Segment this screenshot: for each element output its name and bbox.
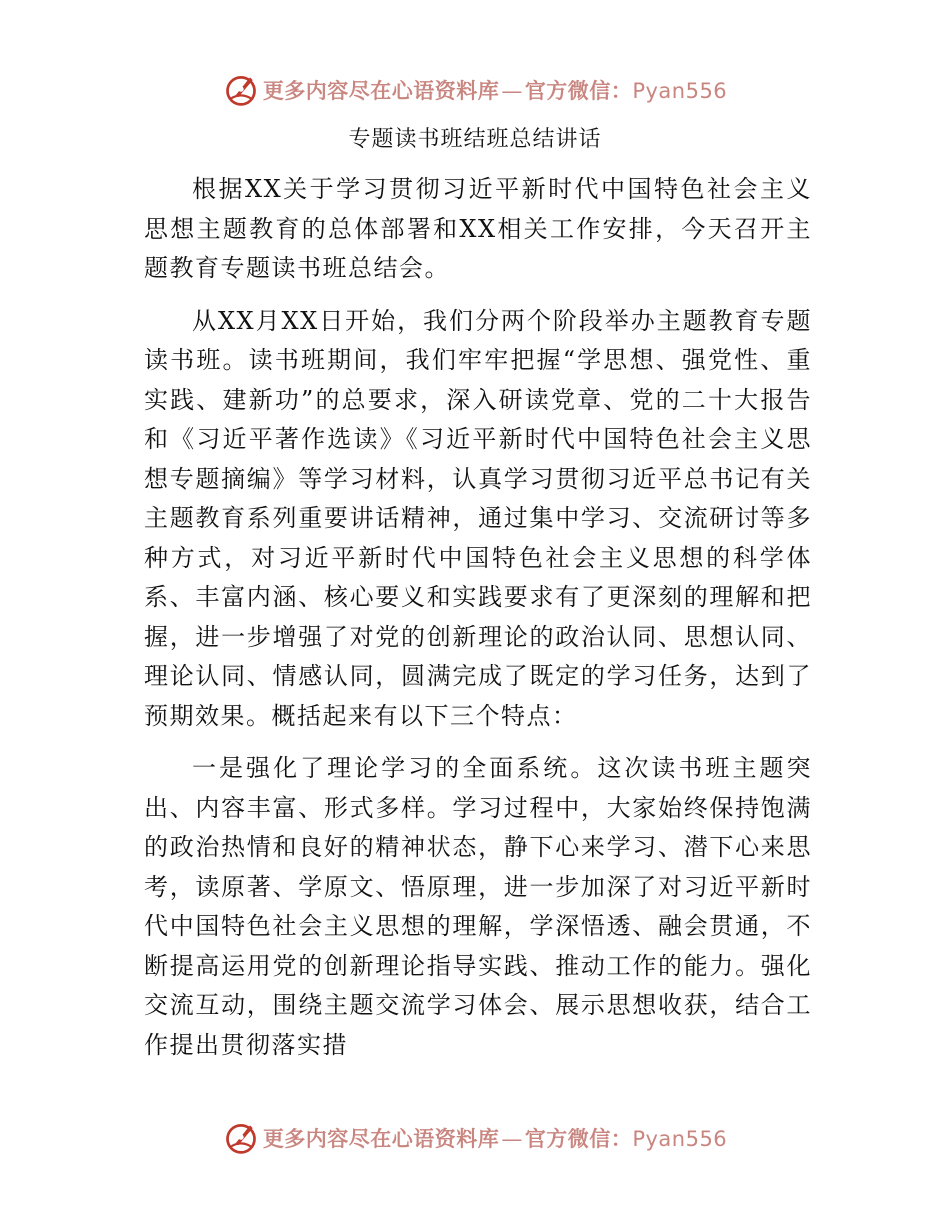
paragraph-intro: 根据XX关于学习贯彻习近平新时代中国特色社会主义思想主题教育的总体部署和XX相关工作安排，今天召开主题教育专题读书班总结会。 (144, 175, 812, 282)
header-wechat-id: Pyan556 (632, 79, 728, 103)
footer-brand-text: 更多内容尽在心语资料库 (262, 1127, 500, 1151)
document-title: 专题读书班结班总结讲话 (348, 127, 602, 152)
quill-book-logo-icon (223, 1120, 259, 1156)
paragraph-point-one: 一是强化了理论学习的全面系统。这次读书班主题突出、内容丰富、形式多样。学习过程中，大家始终保持饱满的政治热情和良好的精神状态，静下心来学习、潜下心来思考，读原著、学原文、悟原理，进一步加深了对习近平新时代中国特色社会主义思想的理解，学深悟透、融会贯通，不断提高运用党的创新理论指导实践、推动工作的能力。强化交流互动，围绕主题交流学习体会、展示思想收获，结合工作提出贯彻落实措 (144, 754, 812, 1059)
footer-wechat-id: Pyan556 (632, 1127, 728, 1151)
header-wechat-label: 官方微信： (524, 79, 633, 103)
footer-wechat-label: 官方微信： (524, 1127, 633, 1151)
header-separator: — (501, 79, 523, 103)
document-body (144, 170, 812, 1078)
quill-book-logo-icon (223, 72, 259, 108)
footer-banner (0, 1118, 950, 1158)
header-brand-text: 更多内容尽在心语资料库 (262, 79, 500, 103)
paragraph-overview: 从XX月XX日开始，我们分两个阶段举办主题教育专题读书班。读书班期间，我们牢牢把握“学思想、强党性、重实践、建新功”的总要求，深入研读党章、党的二十大报告和《习近平著作选读》《习近平新时代中国特色社会主义思想专题摘编》等学习材料，认真学习贯彻习近平总书记有关主题教育系列重要讲话精神，通过集中学习、交流研讨等多种方式，对习近平新时代中国特色社会主义思想的科学体系、丰富内涵、核心要义和实践要求有了更深刻的理解和把握，进一步增强了对党的创新理论的政治认同、思想认同、理论认同、情感认同，圆满完成了既定的学习任务，达到了预期效果。概括起来有以下三个特点： (144, 306, 812, 730)
footer-separator: — (501, 1127, 523, 1151)
header-banner (0, 70, 950, 110)
